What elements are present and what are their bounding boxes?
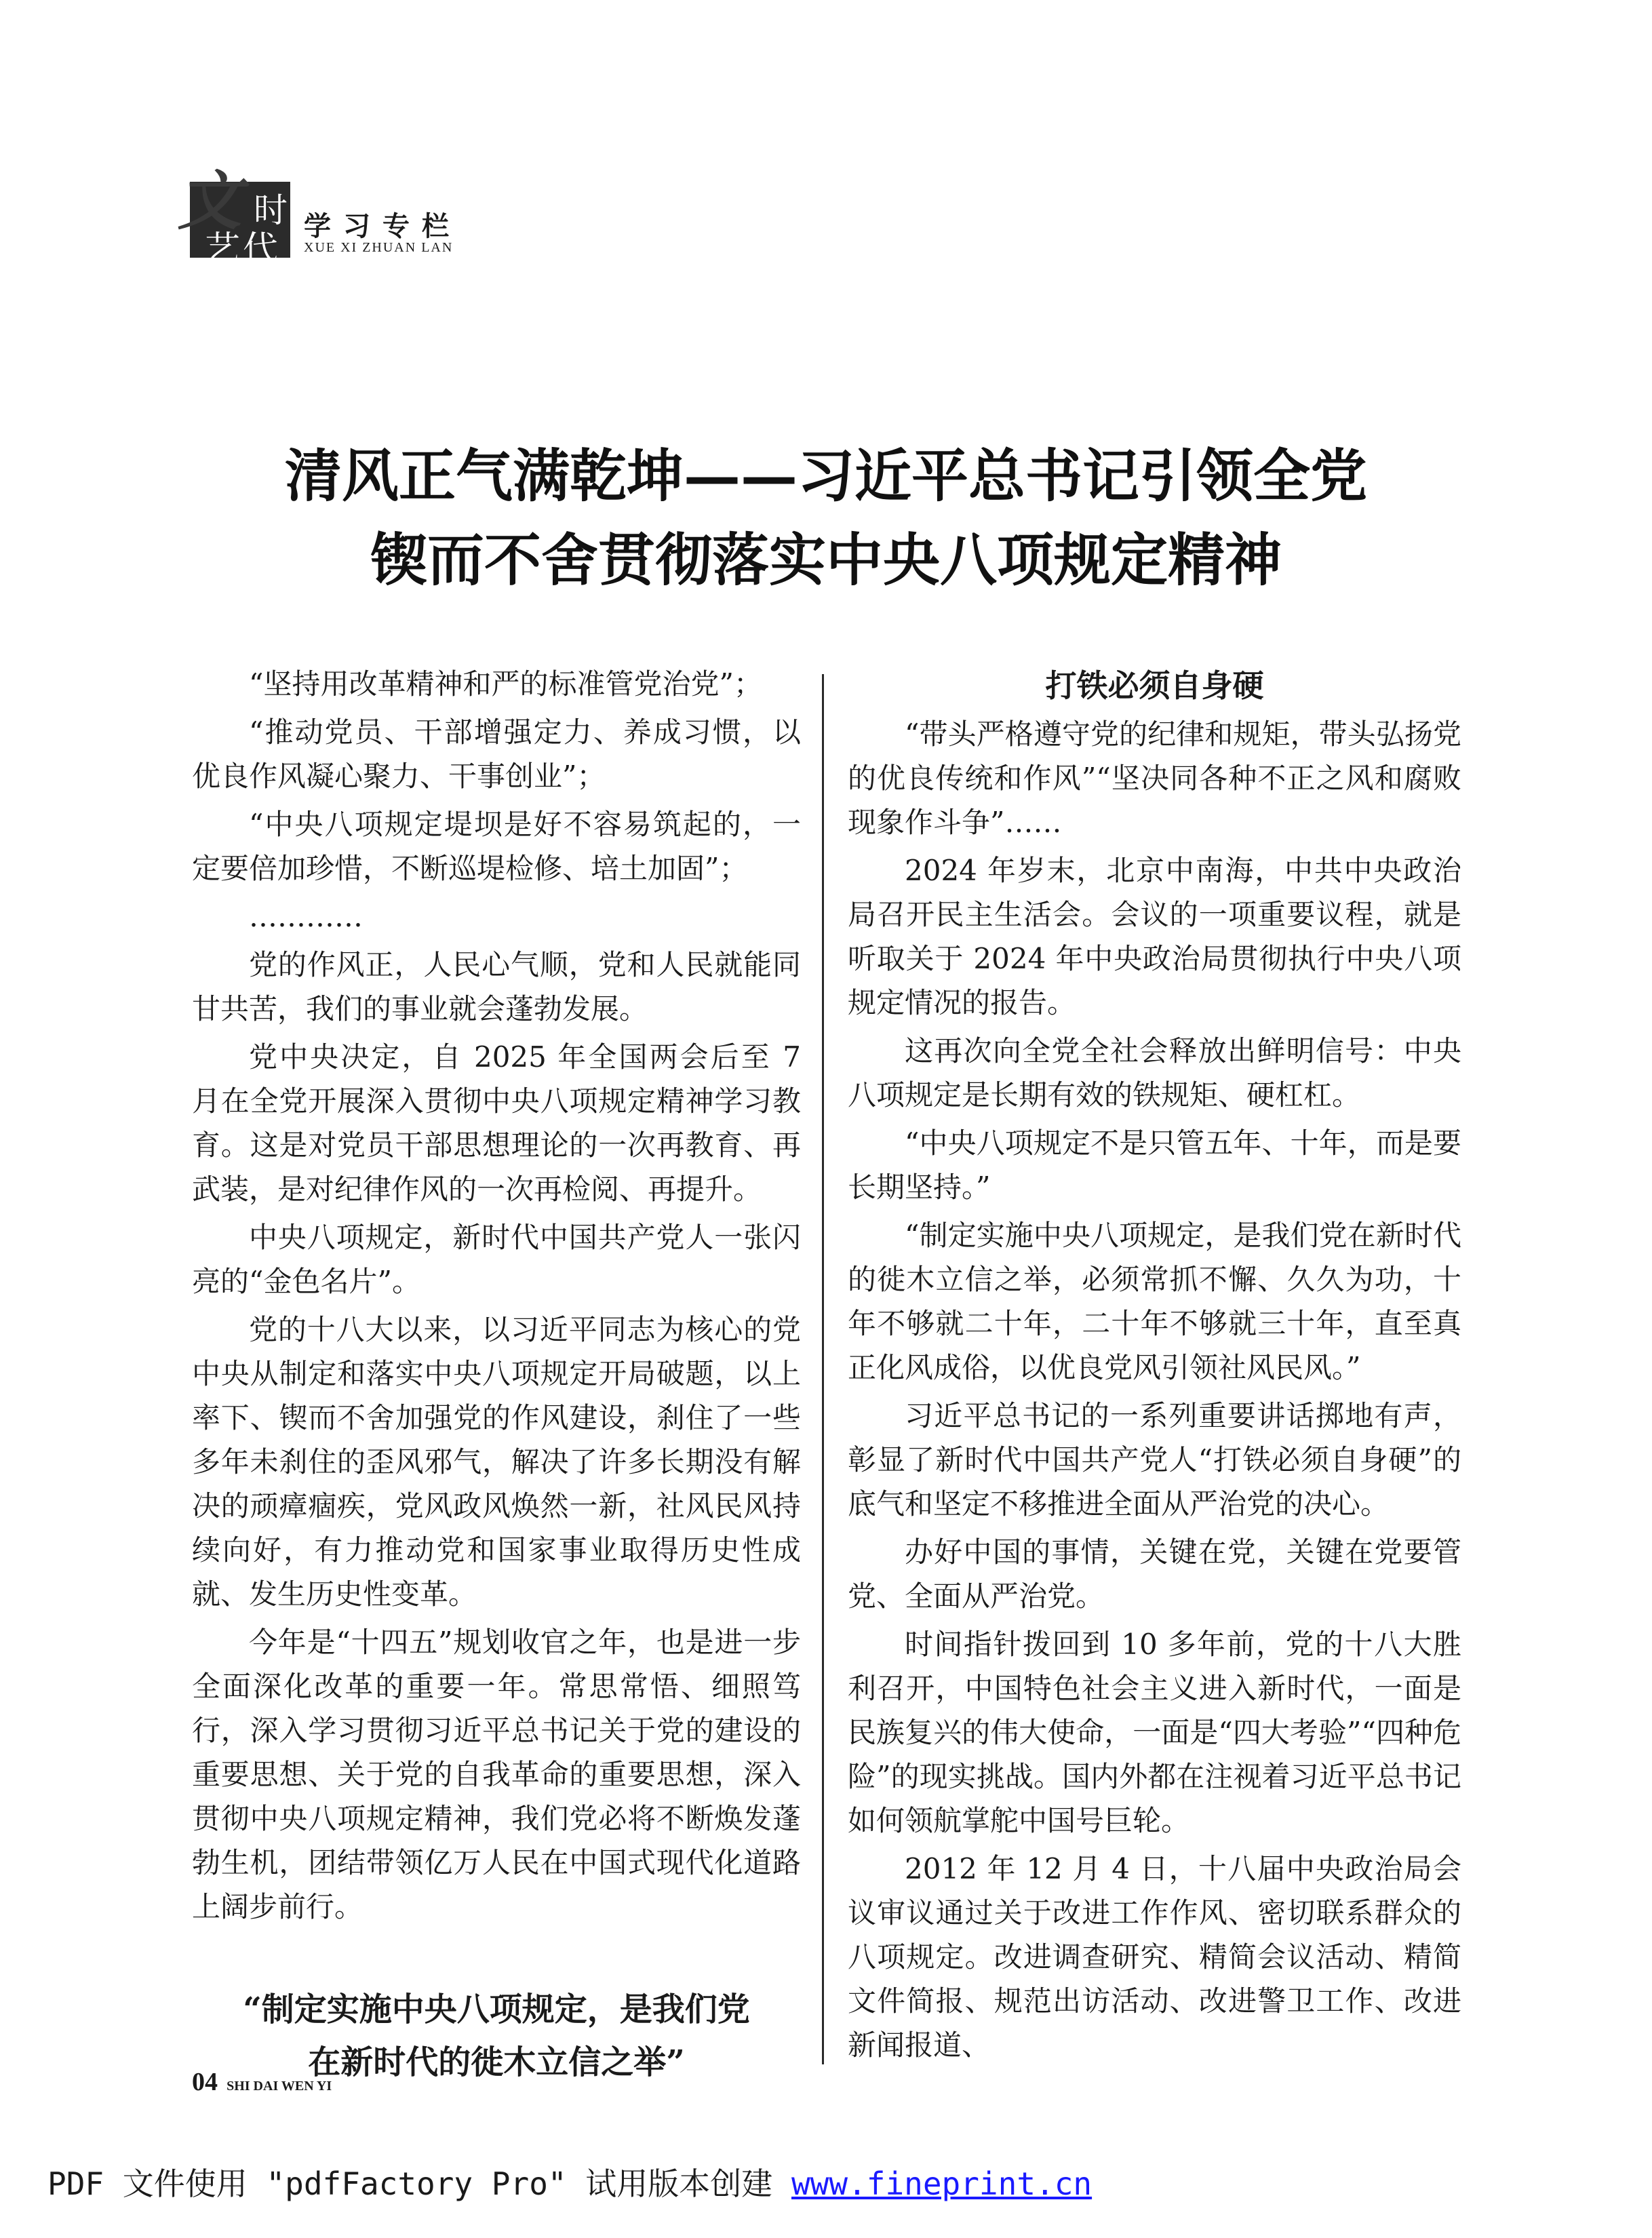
page-number: 04 <box>192 2068 218 2096</box>
left-column <box>192 662 801 2089</box>
section-subheading: 打铁必须自身硬 <box>1045 667 1264 704</box>
title-line-1: 清风正气满乾坤——习近平总书记引领全党 <box>284 442 1367 509</box>
paragraph: 习近平总书记的一系列重要讲话掷地有声，彰显了新时代中国共产党人“打铁必须自身硬”的底气和坚定不移推进全面从严治党的决心。 <box>848 1399 1461 1520</box>
article-title <box>0 434 1652 602</box>
watermark-link[interactable]: www.fineprint.cn <box>791 2165 1093 2202</box>
logo-chars-yidai: 艺代 <box>205 229 281 270</box>
paragraph: 党的作风正，人民心气顺，党和人民就能同甘共苦，我们的事业就会蓬勃发展。 <box>192 948 801 1025</box>
magazine-name: SHI DAI WEN YI <box>227 2079 332 2094</box>
ellipsis: ………… <box>249 900 363 933</box>
paragraph: “坚持用改革精神和严的标准管党治党”； <box>249 667 762 701</box>
paragraph: 办好中国的事情，关键在党，关键在党要管党、全面从严治党。 <box>848 1535 1461 1613</box>
title-line-2: 锲而不舍贯彻落实中央八项规定精神 <box>370 526 1282 593</box>
paragraph: “制定实施中央八项规定，是我们党在新时代的徙木立信之举，必须常抓不懈、久久为功，十年不够就二十年，二十年不够就三十年，直至真正化风成俗，以优良党风引领社风民风。” <box>848 1219 1461 1384</box>
paragraph: 这再次向全党全社会释放出鲜明信号：中央八项规定是长期有效的铁规矩、硬杠杠。 <box>848 1034 1461 1112</box>
right-column <box>848 662 1461 2071</box>
logo-char-wen: 文 <box>178 164 242 239</box>
paragraph: 中央八项规定，新时代中国共产党人一张闪亮的“金色名片”。 <box>192 1221 801 1298</box>
magazine-logo <box>178 164 463 270</box>
paragraph: “推动党员、干部增强定力、养成习惯，以优良作风凝心聚力、干事创业”； <box>192 715 801 793</box>
logo-char-shi: 时 <box>254 191 288 230</box>
paragraph: 2024 年岁末，北京中南海，中共中央政治局召开民主生活会。会议的一项重要议程，就是听取关于 2024 年中央政治局贯彻执行中央八项规定情况的报告。 <box>848 854 1461 1019</box>
quote-line-2: 在新时代的徙木立信之举” <box>308 2043 685 2081</box>
paragraph: “中央八项规定不是只管五年、十年，而是要长期坚持。” <box>848 1126 1461 1204</box>
paragraph: “带头严格遵守党的纪律和规矩，带头弘扬党的优良传统和作风”“坚决同各种不正之风和腐败现象作斗争”…… <box>848 718 1461 839</box>
pdf-watermark <box>47 2159 1092 2204</box>
paragraph: 党的十八大以来，以习近平同志为核心的党中央从制定和落实中央八项规定开局破题，以上率下、锲而不舍加强党的作风建设，刹住了一些多年未刹住的歪风邪气，解决了许多长期没有解决的顽瘴痼疾，党风政风焕然一新，社风民风持续向好，有力推动党和国家事业取得历史性成就、发生历史性变革。 <box>192 1313 801 1611</box>
paragraph: 今年是“十四五”规划收官之年，也是进一步全面深化改革的重要一年。常思常悟、细照笃行，深入学习贯彻习近平总书记关于党的建设的重要思想、关于党的自我革命的重要思想，深入贯彻中央八项规定精神，我们党必将不断焕发蓬勃生机，团结带领亿万人民在中国式现代化道路上阔步前行。 <box>192 1626 801 1923</box>
column-title: 学习专栏 <box>304 210 461 242</box>
column-pinyin: XUE XI ZHUAN LAN <box>304 240 454 255</box>
column-divider <box>822 674 824 2064</box>
paragraph: 2012 年 12 月 4 日，十八届中央政治局会议审议通过关于改进工作作风、密切联系群众的八项规定。改进调查研究、精简会议活动、精简文件简报、规范出访活动、改进警卫工作、改进新闻报道、 <box>848 1852 1461 2062</box>
paragraph: “中央八项规定堤坝是好不容易筑起的，一定要倍加珍惜，不断巡堤检修、培土加固”； <box>192 808 801 885</box>
quote-line-1: “制定实施中央八项规定，是我们党 <box>243 1990 750 2028</box>
paragraph: 时间指针拨回到 10 多年前，党的十八大胜利召开，中国特色社会主义进入新时代，一面是民族复兴的伟大使命，一面是“四大考验”“四种危险”的现实挑战。国内外都在注视着习近平总书记如何领航掌舵中国号巨轮。 <box>848 1628 1461 1837</box>
page-footer <box>192 2067 332 2097</box>
paragraph: 党中央决定，自 2025 年全国两会后至 7 月在全党开展深入贯彻中央八项规定精神学习教育。这是对党员干部思想理论的一次再教育、再武装，是对纪律作风的一次再检阅、再提升。 <box>192 1040 801 1206</box>
watermark-text: PDF 文件使用 "pdfFactory Pro" 试用版本创建 <box>47 2165 791 2202</box>
